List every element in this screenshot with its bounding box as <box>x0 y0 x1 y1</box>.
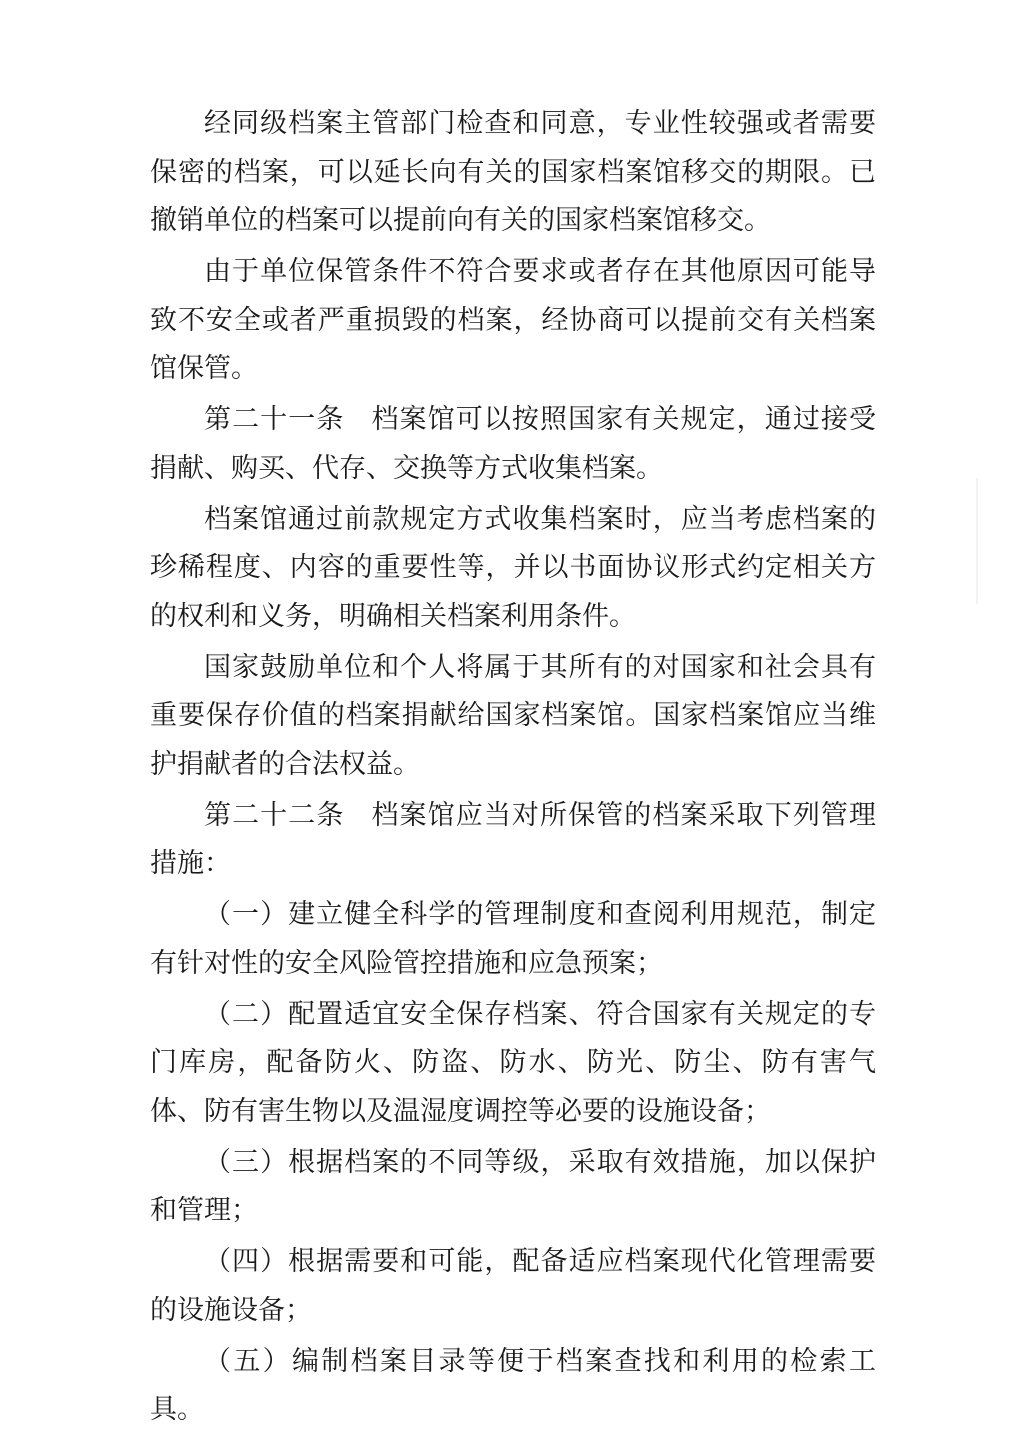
paragraph <box>150 644 876 790</box>
paragraph-text: 由于单位保管条件不符合要求或者存在其他原因可能导致不安全或者严重损毁的档案，经协商可以提前交有关档案馆保管。 <box>150 256 876 384</box>
article-heading: 第二十二条 <box>204 799 345 831</box>
document-page <box>150 100 876 1437</box>
paragraph-text: （二）配置适宜安全保存档案、符合国家有关规定的专门库房，配备防火、防盗、防水、防光、防尘、防有害气体、防有害生物以及温湿度调控等必要的设施设备； <box>150 998 876 1127</box>
paragraph-text: 国家鼓励单位和个人将属于其所有的对国家和社会具有重要保存价值的档案捐献给国家档案馆。国家档案馆应当维护捐献者的合法权益。 <box>150 651 876 780</box>
paragraph-text: （三）根据档案的不同等级，采取有效措施，加以保护和管理； <box>150 1146 876 1226</box>
list-item <box>150 1238 876 1335</box>
paragraph-text: 档案馆应当对所保管的档案采取下列管理措施： <box>150 799 877 879</box>
article-22 <box>150 792 876 889</box>
page-edge-mark <box>976 478 978 604</box>
paragraph-text: （四）根据需要和可能，配备适应档案现代化管理需要的设施设备； <box>150 1246 876 1326</box>
list-item <box>150 1338 876 1435</box>
list-item <box>150 991 876 1137</box>
list-item <box>150 1139 876 1236</box>
paragraph-text: （五）编制档案目录等便于档案查找和利用的检索工具。 <box>150 1345 876 1425</box>
paragraph <box>150 248 876 394</box>
paragraph <box>150 100 876 246</box>
list-item <box>150 891 876 988</box>
article-21 <box>150 396 876 493</box>
paragraph-text: 档案馆可以按照国家有关规定，通过接受捐献、购买、代存、交换等方式收集档案。 <box>150 404 877 484</box>
paragraph-text: （一）建立健全科学的管理制度和查阅利用规范，制定有针对性的安全风险管控措施和应急预案； <box>150 899 876 979</box>
paragraph <box>150 496 876 642</box>
paragraph-text: 经同级档案主管部门检查和同意，专业性较强或者需要保密的档案，可以延长向有关的国家档案馆移交的期限。已撤销单位的档案可以提前向有关的国家档案馆移交。 <box>150 108 876 236</box>
article-heading: 第二十一条 <box>204 404 345 435</box>
paragraph-text: 档案馆通过前款规定方式收集档案时，应当考虑档案的珍稀程度、内容的重要性等，并以书面协议形式约定相关方的权利和义务，明确相关档案利用条件。 <box>150 503 876 632</box>
